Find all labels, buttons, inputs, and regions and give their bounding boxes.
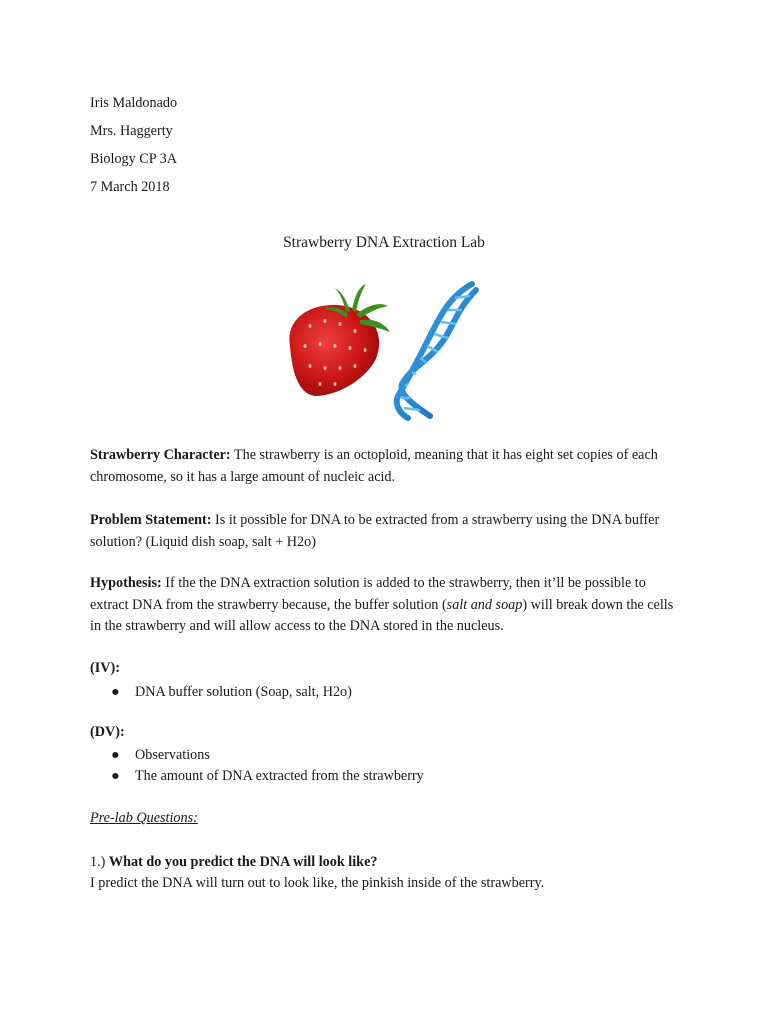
hypothesis-text-2: ) will break down the cells in the strawberry and will allow access to the DNA stored in the nucleus. [90, 596, 674, 634]
list-item [90, 745, 424, 766]
illustration [280, 276, 485, 424]
iv-list [90, 682, 352, 703]
bullet-icon: ● [111, 684, 120, 700]
prelab-answer-1: I predict the DNA will turn out to look like, the pinkish inside of the strawberry. [90, 875, 545, 891]
iv-label: (IV): [90, 660, 120, 676]
hypothesis-italic: salt and soap [446, 596, 523, 613]
prelab-heading: Pre-lab Questions: [90, 810, 198, 826]
prelab-question-1 [90, 852, 680, 874]
iv-item-text: DNA buffer solution (Soap, salt, H2o) [135, 684, 352, 700]
dv-item-text: The amount of DNA extracted from the strawberry [135, 768, 424, 784]
hypothesis [90, 573, 680, 638]
dv-label: (DV): [90, 724, 125, 740]
strawberry-character-text: The strawberry is an octoploid, meaning that it has eight set copies of each chromosome, so it has a large amount of nucleic acid. [90, 447, 658, 485]
date: 7 March 2018 [90, 179, 170, 195]
strawberry-icon [289, 284, 390, 396]
strawberry-character [90, 445, 680, 488]
question-text: What do you predict the DNA will look like? [108, 854, 378, 870]
problem-statement [90, 510, 680, 553]
hypothesis-label: Hypothesis: [90, 575, 162, 591]
document-title: Strawberry DNA Extraction Lab [283, 234, 485, 251]
problem-statement-label: Problem Statement: [90, 512, 212, 528]
list-item [90, 682, 352, 703]
bullet-icon: ● [111, 747, 120, 763]
bullet-icon: ● [111, 768, 120, 784]
dv-item-text: Observations [135, 747, 210, 763]
strawberry-character-label: Strawberry Character: [90, 447, 231, 463]
student-name: Iris Maldonado [90, 95, 178, 111]
question-number: 1.) [90, 854, 109, 870]
class-name: Biology CP 3A [90, 151, 177, 167]
dv-list [90, 745, 424, 787]
hypothesis-text-1: If the the DNA extraction solution is added to the strawberry, then it’ll be possible to extract DNA from the strawberry because, the buffer solution ( [90, 575, 646, 613]
list-item [90, 766, 424, 787]
dna-helix-icon [397, 284, 476, 418]
problem-statement-text: Is it possible for DNA to be extracted from a strawberry using the DNA buffer solution? (Liquid dish soap, salt + H2o) [90, 512, 660, 550]
teacher-name: Mrs. Haggerty [90, 123, 173, 139]
